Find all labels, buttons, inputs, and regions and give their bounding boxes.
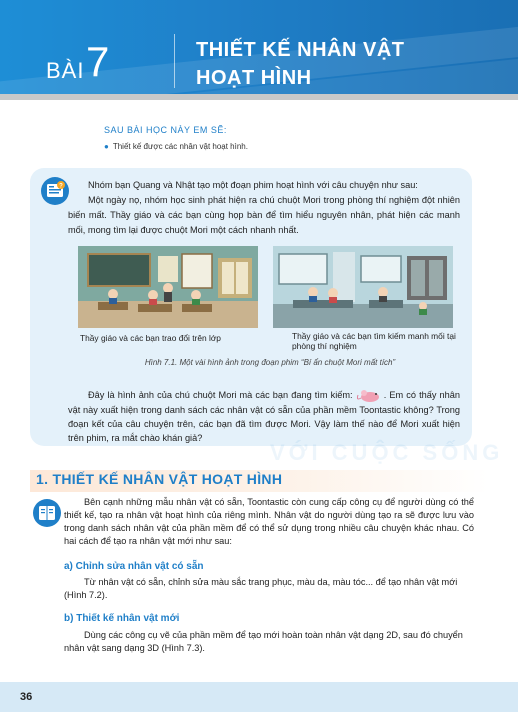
lesson-title bbox=[196, 36, 405, 92]
section-body-para: Bên cạnh những mẫu nhân vật có sẵn, Toontastic còn cung cấp công cụ để người dùng có thể thiết kế, tạo ra nhân vật hoạt hình của riêng mình. Nhân vật do người dùng tạo ra sẽ được lưu vào trong danh sách nhân vật của phần mềm để có thể sử dụng trong nhiều câu chuyện khác nhau. Có hai cách để tạo ra nhân vật mới như sau: bbox=[64, 497, 474, 546]
intro-para-3-start: Đây là hình ảnh của chú chuột Mori mà các bạn đang tìm kiếm: bbox=[88, 390, 353, 400]
svg-text:?: ? bbox=[59, 183, 63, 190]
laboratory-illustration bbox=[273, 246, 453, 328]
lesson-title-line2: HOẠT HÌNH bbox=[196, 67, 312, 89]
intro-paragraphs bbox=[68, 178, 460, 238]
lesson-number: 7 bbox=[86, 38, 110, 85]
objective-text: Thiết kế được các nhân vật hoạt hình. bbox=[112, 142, 248, 151]
bullet-icon: ● bbox=[104, 142, 109, 151]
section-title: 1. THIẾT KẾ NHÂN VẬT HOẠT HÌNH bbox=[36, 471, 283, 487]
figure-caption: Hình 7.1. Một vài hình ảnh trong đoạn phim “Bí ẩn chuột Mori mất tích” bbox=[144, 358, 396, 367]
lesson-label: BÀI bbox=[46, 58, 85, 83]
header-divider bbox=[174, 34, 175, 88]
lesson-title-line1: THIẾT KẾ NHÂN VẬT bbox=[196, 39, 405, 61]
mouse-icon bbox=[356, 389, 384, 403]
image-caption-right: Thầy giáo và các bạn tìm kiếm manh mối tại phòng thí nghiệm bbox=[292, 331, 456, 351]
subsection-a-title: a) Chỉnh sửa nhân vật có sẵn bbox=[64, 561, 204, 572]
banner-shadow bbox=[0, 94, 518, 100]
subsection-b-title: b) Thiết kế nhân vật mới bbox=[64, 613, 180, 624]
intro-para-3 bbox=[68, 388, 460, 445]
subsection-a-para: Từ nhân vật có sẵn, chỉnh sửa màu sắc trang phục, màu da, màu tóc... để tạo nhân vật mới (Hình 7.2). bbox=[64, 577, 458, 600]
subsection-a-body bbox=[64, 576, 474, 602]
intro-para-2: Một ngày nọ, nhóm học sinh phát hiện ra chú chuột Mori trong phòng thí nghiệm đột nhiên biến mất. Thầy giáo và các bạn cùng họp bàn để tìm hiểu nguyên nhân, phát hiện các manh mối, mong tìm lại được chuột Mori một cách nhanh nhất. bbox=[68, 195, 460, 235]
section-body bbox=[64, 496, 474, 548]
objectives-heading: SAU BÀI HỌC NÀY EM SẼ: bbox=[104, 125, 227, 135]
footer-bar bbox=[0, 682, 518, 712]
book-icon bbox=[32, 498, 62, 528]
classroom-illustration bbox=[78, 246, 258, 328]
image-caption-left: Thầy giáo và các bạn trao đổi trên lớp bbox=[80, 333, 221, 343]
intro-paragraph-3 bbox=[68, 388, 460, 445]
intro-para-3-end: . Em có thấy nhân vật này xuất hiện trong danh sách các nhân vật có sẵn của phần mềm Toontastic không? Trong đoạn kết của câu chuyện trên, các bạn đã tìm được Mori. Vậy làm thế nào để Mori xuất hiện trên phim, ra mắt chào khán giả? bbox=[68, 390, 460, 443]
intro-para-1: Nhóm bạn Quang và Nhật tạo một đoạn phim hoạt hình với câu chuyện như sau: bbox=[88, 180, 418, 190]
watermark: VỚI CUỘC SỐNG bbox=[270, 440, 504, 465]
subsection-b-para: Dùng các công cụ vẽ của phần mềm để tạo mới hoàn toàn nhân vật dạng 2D, sau đó chuyển nhân vật sang dạng 3D (Hình 7.3). bbox=[64, 630, 463, 653]
page-number: 36 bbox=[20, 691, 33, 703]
objective-item bbox=[104, 142, 248, 151]
subsection-b-body bbox=[64, 629, 474, 655]
